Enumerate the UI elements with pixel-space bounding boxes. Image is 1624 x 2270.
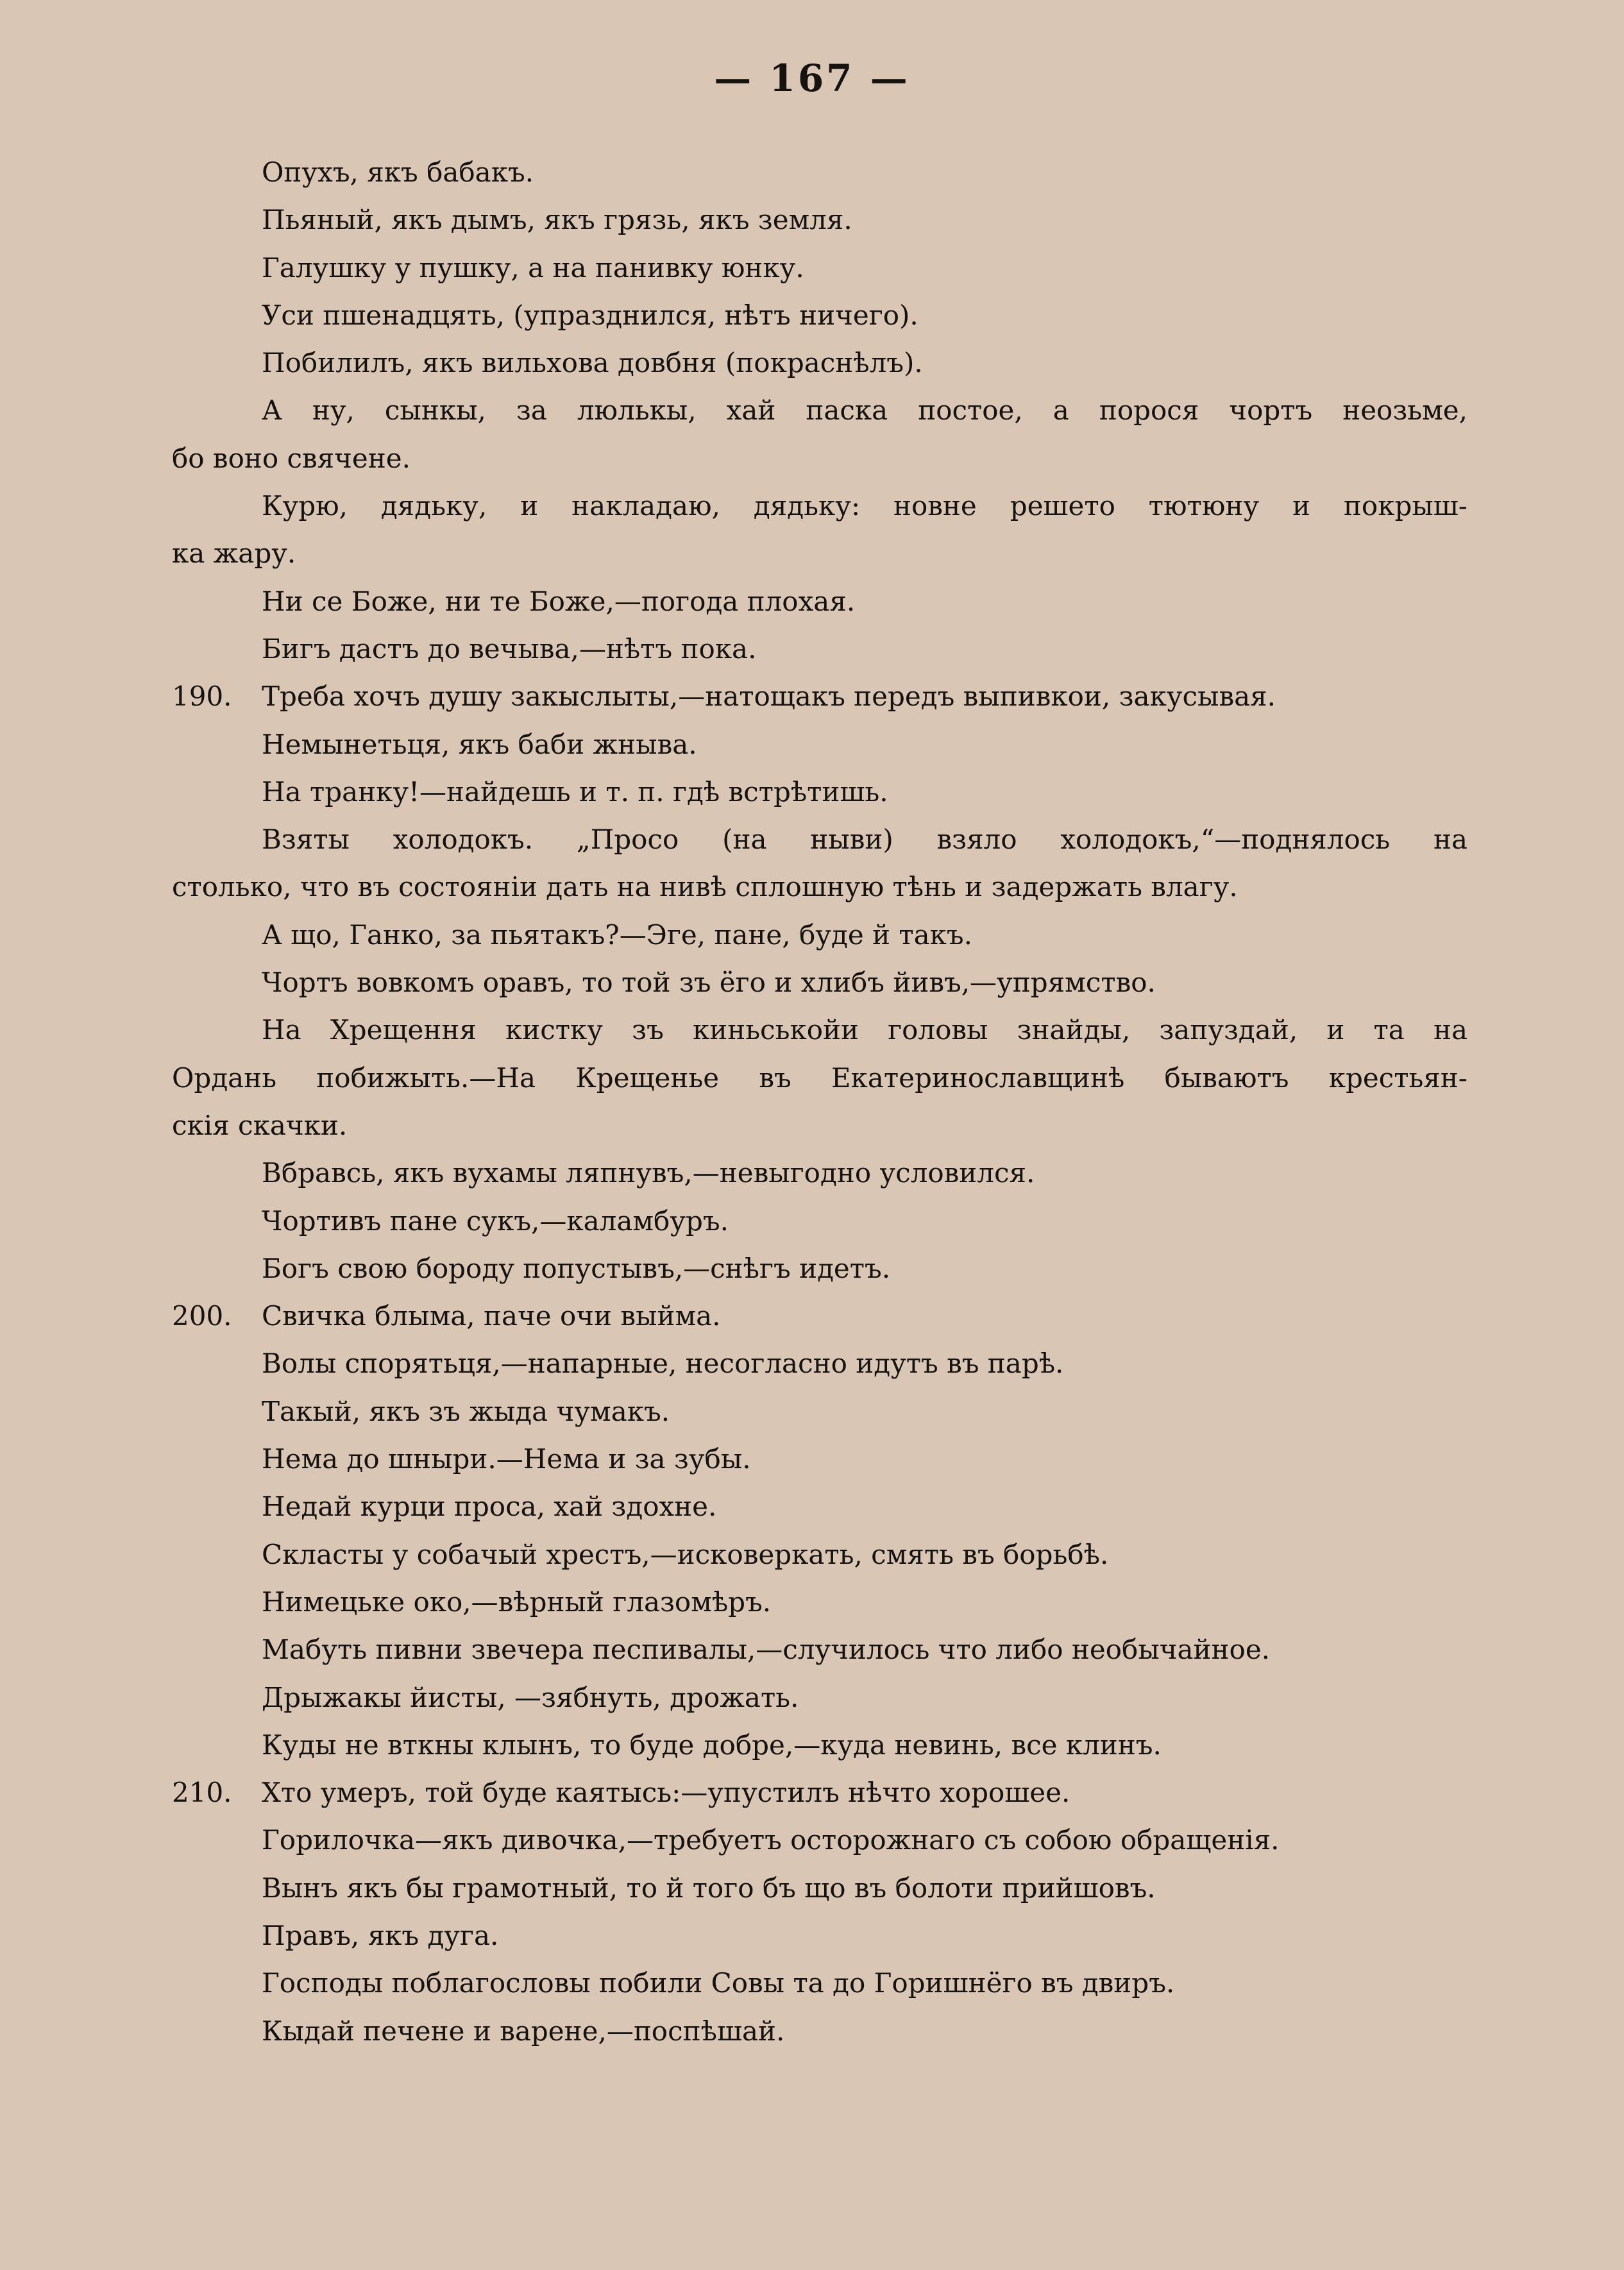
proverb-continuation — [172, 1102, 1468, 1149]
proverb-text: Волы спорятьця,—напарные, несогласно идутъ въ парѣ. — [262, 1348, 1064, 1380]
proverb-entry — [172, 911, 1468, 959]
proverb-continuation — [172, 530, 1468, 577]
proverb-entry — [172, 1245, 1468, 1292]
proverb-entry — [172, 1865, 1468, 1912]
proverb-text: На Хрещення кистку зъ киньськойи головы знайды, запуздай, и та на — [262, 1014, 1468, 1046]
proverb-entry — [172, 292, 1468, 339]
proverb-text: Куды не вткны клынъ, то буде добре,—куда невинь, все клинъ. — [262, 1729, 1162, 1761]
proverb-text: столько, что въ состояніи дать на нивѣ сплошную тѣнь и задержать влагу. — [172, 871, 1238, 903]
proverb-entry — [172, 1149, 1468, 1197]
proverb-entry — [172, 196, 1468, 244]
proverb-text: Треба хочъ душу закыслыты,—натощакъ передъ выпивкои, закусывая. — [262, 681, 1276, 713]
proverb-text: Мабуть пивни звечера песпивалы,—случилось что либо необычайное. — [262, 1634, 1271, 1666]
proverb-entry — [172, 673, 1468, 720]
proverb-entry — [172, 1531, 1468, 1579]
proverb-text: Немынетьця, якъ баби жныва. — [262, 728, 697, 760]
proverb-text: Галушку у пушку, а на панивку юнку. — [262, 251, 804, 284]
entry-number: 190. — [172, 681, 232, 713]
proverb-entry — [172, 625, 1468, 673]
proverb-entry — [172, 1483, 1468, 1530]
proverb-entry — [172, 1198, 1468, 1245]
page-number: — 167 — — [714, 56, 910, 100]
proverb-text: Свичка блыма, паче очи выйма. — [262, 1300, 721, 1332]
proverb-text: Нимецьке око,—вѣрный глазомѣръ. — [262, 1586, 772, 1618]
proverb-entry — [172, 1912, 1468, 1960]
proverb-text: ка жару. — [172, 538, 296, 570]
proverb-text: Вбравсь, якъ вухамы ляпнувъ,—невыгодно условился. — [262, 1157, 1035, 1189]
proverb-text: Курю, дядьку, и накладаю, дядьку: новне решето тютюну и покрыш- — [262, 490, 1468, 522]
entry-number: 200. — [172, 1300, 232, 1332]
proverb-entry — [172, 1388, 1468, 1436]
proverb-entry — [172, 149, 1468, 196]
proverb-entry — [172, 1579, 1468, 1626]
proverb-text: Пьяный, якъ дымъ, якъ грязь, якъ земля. — [262, 204, 852, 236]
proverb-entry — [172, 482, 1468, 530]
proverb-text: Господы поблагословы побили Совы та до Горишнёго въ двиръ. — [262, 1967, 1175, 1999]
proverb-text: Опухъ, якъ бабакъ. — [262, 157, 534, 188]
proverb-entry — [172, 2008, 1468, 2055]
proverb-text: А що, Ганко, за пьятакъ?—Эге, пане, буде й такъ. — [262, 919, 972, 951]
proverb-text: Чортъ вовкомъ оравъ, то той зъ ёго и хлибъ йивъ,—упрямство. — [262, 967, 1156, 999]
proverb-text: Такый, якъ зъ жыда чумакъ. — [262, 1395, 670, 1427]
proverb-entry — [172, 959, 1468, 1006]
proverb-entry — [172, 768, 1468, 816]
proverb-entry — [172, 1006, 1468, 1054]
entry-number: 210. — [172, 1777, 232, 1809]
proverb-text: Горилочка—якъ дивочка,—требуетъ осторожнаго съ собою обращенія. — [262, 1824, 1280, 1856]
proverb-text: А ну, сынкы, за люлькы, хай паска постое, а порося чортъ неозьме, — [262, 394, 1468, 427]
proverb-entry — [172, 387, 1468, 434]
proverb-text: Недай курци проса, хай здохне. — [262, 1491, 717, 1523]
proverb-text: Кыдай печене и варене,—поспѣшай. — [262, 2015, 785, 2047]
proverb-entry — [172, 244, 1468, 292]
proverb-entry — [172, 1292, 1468, 1340]
proverb-text: Ни се Боже, ни те Боже,—погода плохая. — [262, 585, 856, 617]
proverb-entry — [172, 1960, 1468, 2007]
proverb-continuation — [172, 863, 1468, 911]
proverb-entry — [172, 1436, 1468, 1483]
proverb-text: бо воно свячене. — [172, 442, 410, 474]
proverb-text: Чортивъ пане сукъ,—каламбуръ. — [262, 1205, 729, 1237]
proverb-continuation — [172, 1055, 1468, 1102]
proverb-entry — [172, 721, 1468, 768]
proverb-text: Взяты холодокъ. „Просо (на ныви) взяло холодокъ,“—поднялось на — [262, 824, 1468, 856]
proverb-text: Бигъ дастъ до вечыва,—нѣтъ пока. — [262, 632, 757, 665]
proverb-entry — [172, 1674, 1468, 1722]
proverb-text: Побилилъ, якъ вильхова довбня (покраснѣлъ). — [262, 347, 923, 379]
proverb-entry — [172, 1626, 1468, 1673]
proverb-text: Хто умеръ, той буде каятысь:—упустилъ нѣчто хорошее. — [262, 1777, 1070, 1809]
proverb-entry — [172, 1817, 1468, 1864]
proverb-text: Правъ, якъ дуга. — [262, 1919, 499, 1951]
proverb-text: Уси пшенадцять, (упразднился, нѣтъ ничего). — [262, 299, 918, 331]
proverb-text: Ордань побижыть.—На Крещенье въ Екатеринославщинѣ бываютъ крестьян- — [172, 1062, 1468, 1094]
proverb-entry — [172, 1769, 1468, 1817]
proverb-text: На транку!—найдешь и т. п. гдѣ встрѣтишь. — [262, 775, 888, 808]
proverb-continuation — [172, 435, 1468, 482]
proverb-list — [172, 149, 1468, 2055]
proverb-entry — [172, 578, 1468, 625]
proverb-text: Богъ свою бороду попустывъ,—снѣгъ идетъ. — [262, 1252, 891, 1284]
proverb-text: Скласты у собачый хрестъ,—исковеркать, смять въ борьбѣ. — [262, 1538, 1109, 1570]
proverb-entry — [172, 1340, 1468, 1387]
proverb-text: Вынъ якъ бы грамотный, то й того бъ що въ болоти прийшовъ. — [262, 1872, 1156, 1904]
proverb-text: Нема до шныри.—Нема и за зубы. — [262, 1443, 751, 1475]
proverb-entry — [172, 1722, 1468, 1769]
proverb-entry — [172, 339, 1468, 387]
proverb-entry — [172, 816, 1468, 863]
proverb-text: Дрыжакы йисты, —зябнуть, дрожать. — [262, 1681, 799, 1713]
proverb-text: скія скачки. — [172, 1109, 348, 1141]
